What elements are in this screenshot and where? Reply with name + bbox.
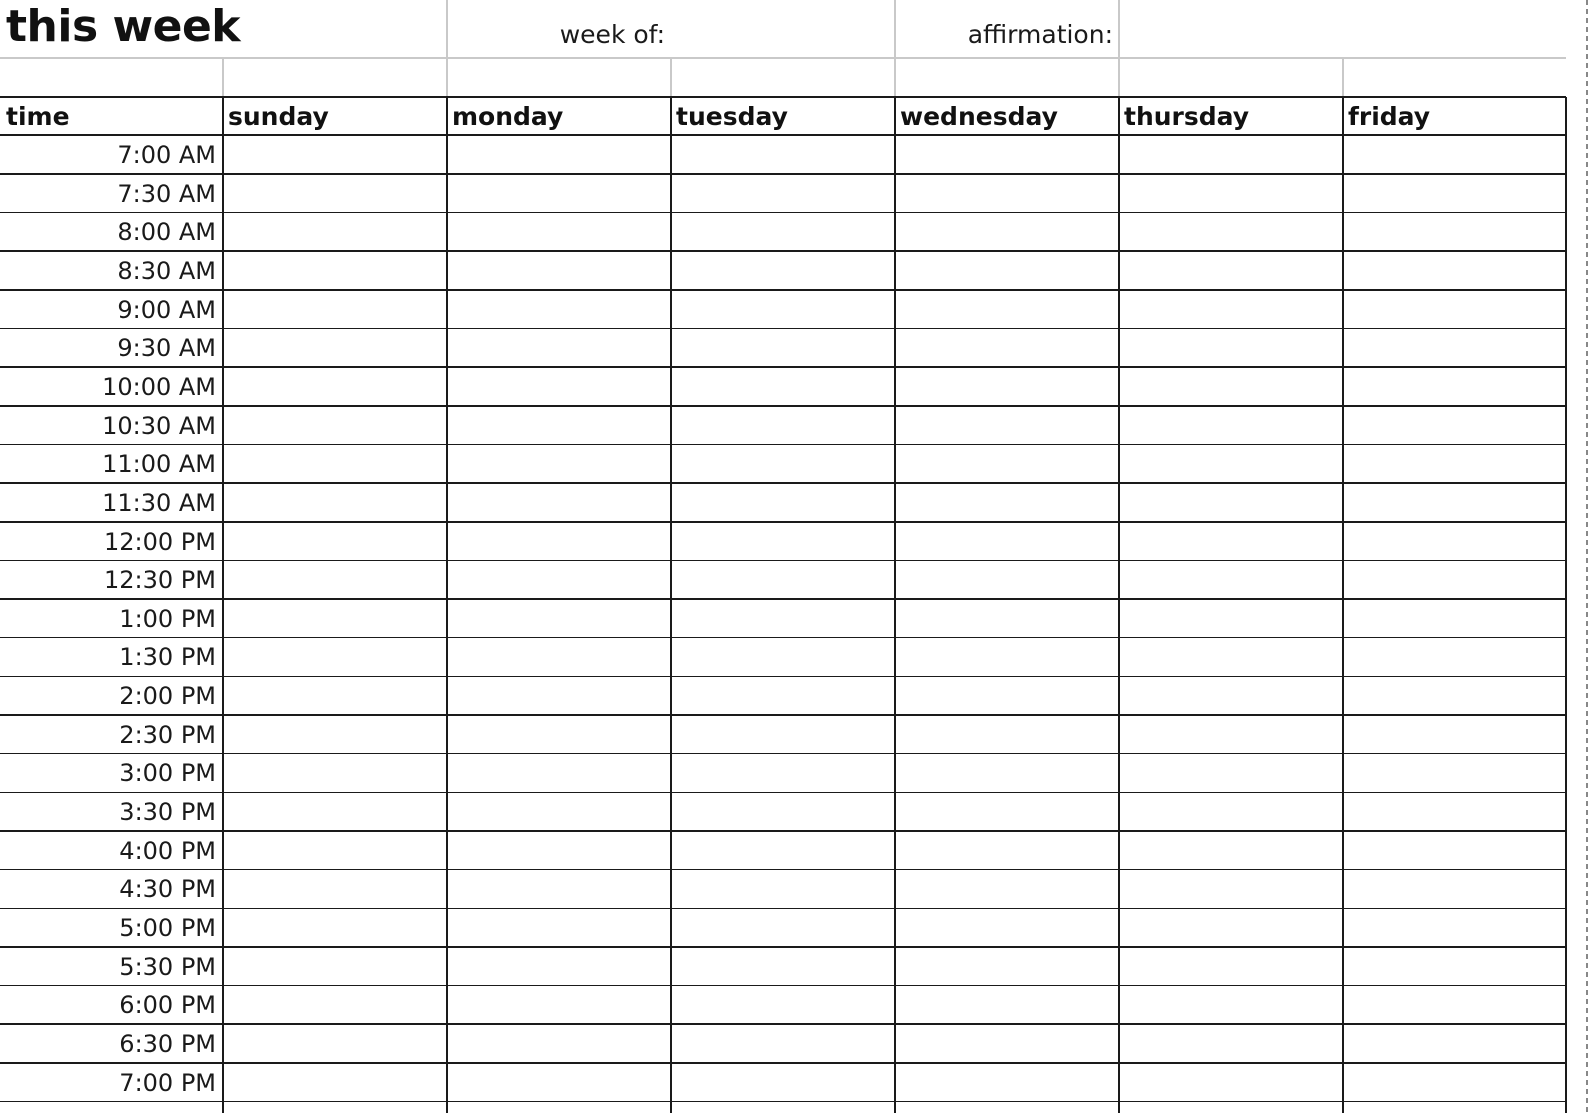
time-slot-label: 7:30 AM <box>117 179 216 208</box>
schedule-cell-tuesday[interactable] <box>670 947 894 986</box>
time-slot-label: 5:00 PM <box>119 914 216 942</box>
schedule-cell-friday[interactable] <box>1342 522 1566 561</box>
column-header-friday: friday <box>1348 102 1431 131</box>
schedule-cell-tuesday[interactable] <box>670 869 894 908</box>
column-header-tuesday: tuesday <box>676 102 788 131</box>
time-slot-label: 6:30 PM <box>119 1029 216 1058</box>
schedule-cell-thursday[interactable] <box>1118 599 1342 638</box>
schedule-cell-friday[interactable] <box>1342 599 1566 638</box>
schedule-cell-thursday[interactable] <box>1118 367 1342 406</box>
schedule-cell-friday[interactable] <box>1342 406 1566 445</box>
schedule-cell-monday[interactable] <box>446 869 670 908</box>
affirmation-input[interactable] <box>1118 0 1566 57</box>
grid-line-horizontal <box>0 366 1566 368</box>
schedule-cell-thursday[interactable] <box>1118 290 1342 329</box>
schedule-cell-friday[interactable] <box>1342 1024 1566 1063</box>
schedule-cell-thursday[interactable] <box>1118 676 1342 715</box>
schedule-cell-wednesday[interactable] <box>894 753 1118 792</box>
schedule-cell-friday[interactable] <box>1342 908 1566 947</box>
schedule-cell-tuesday[interactable] <box>670 522 894 561</box>
time-slot-label: 4:00 PM <box>119 836 216 865</box>
schedule-cell-sunday[interactable] <box>222 831 446 870</box>
grid-line-horizontal <box>0 1101 1566 1103</box>
schedule-cell-sunday[interactable] <box>222 676 446 715</box>
schedule-cell-friday[interactable] <box>1342 947 1566 986</box>
grid-line-vertical <box>1118 0 1120 97</box>
grid-line-horizontal <box>0 444 1566 446</box>
schedule-cell-wednesday[interactable] <box>894 483 1118 522</box>
schedule-cell-wednesday[interactable] <box>894 676 1118 715</box>
spacer-cell[interactable] <box>446 58 670 96</box>
grid-line-horizontal <box>0 96 1566 98</box>
schedule-cell-tuesday[interactable] <box>670 753 894 792</box>
schedule-cell-wednesday[interactable] <box>894 947 1118 986</box>
schedule-cell-sunday[interactable] <box>222 985 446 1024</box>
schedule-cell-wednesday[interactable] <box>894 831 1118 870</box>
schedule-cell-wednesday[interactable] <box>894 792 1118 831</box>
time-slot-label: 7:00 PM <box>119 1068 216 1097</box>
schedule-cell-monday[interactable] <box>446 367 670 406</box>
time-slot-label: 12:30 PM <box>104 566 216 595</box>
schedule-cell-thursday[interactable] <box>1118 444 1342 483</box>
grid-line-vertical <box>894 0 896 97</box>
schedule-cell-sunday[interactable] <box>222 753 446 792</box>
schedule-cell-wednesday[interactable] <box>894 1024 1118 1063</box>
schedule-cell-monday[interactable] <box>446 715 670 754</box>
schedule-cell-sunday[interactable] <box>222 483 446 522</box>
schedule-cell-tuesday[interactable] <box>670 135 894 174</box>
schedule-cell-monday[interactable] <box>446 444 670 483</box>
schedule-cell-monday[interactable] <box>446 908 670 947</box>
time-slot-label: 8:30 AM <box>117 256 216 285</box>
grid-line-horizontal <box>0 985 1566 987</box>
schedule-cell-sunday[interactable] <box>222 444 446 483</box>
schedule-cell-friday[interactable] <box>1342 753 1566 792</box>
schedule-cell-friday[interactable] <box>1342 251 1566 290</box>
grid-line-horizontal <box>0 173 1566 175</box>
schedule-cell-tuesday[interactable] <box>670 1063 894 1102</box>
schedule-cell-wednesday[interactable] <box>894 637 1118 676</box>
schedule-cell-sunday[interactable] <box>222 1024 446 1063</box>
schedule-cell-thursday[interactable] <box>1118 251 1342 290</box>
schedule-cell-monday[interactable] <box>446 753 670 792</box>
schedule-cell-sunday[interactable] <box>222 135 446 174</box>
grid-line-vertical <box>670 58 672 97</box>
grid-line-horizontal <box>0 405 1566 407</box>
schedule-cell-tuesday[interactable] <box>670 212 894 251</box>
schedule-cell-sunday[interactable] <box>222 947 446 986</box>
time-slot-label: 8:00 AM <box>117 218 216 247</box>
schedule-cell-tuesday[interactable] <box>670 908 894 947</box>
schedule-cell-thursday[interactable] <box>1118 869 1342 908</box>
schedule-cell-monday[interactable] <box>446 676 670 715</box>
schedule-cell-friday[interactable] <box>1342 869 1566 908</box>
time-slot-label: 11:00 AM <box>102 450 216 479</box>
schedule-cell-wednesday[interactable] <box>894 522 1118 561</box>
schedule-cell-monday[interactable] <box>446 212 670 251</box>
schedule-cell-wednesday[interactable] <box>894 869 1118 908</box>
schedule-cell-thursday[interactable] <box>1118 715 1342 754</box>
schedule-cell-friday[interactable] <box>1342 715 1566 754</box>
week-of-label: week of: <box>559 20 665 49</box>
grid-line-horizontal <box>0 328 1566 330</box>
schedule-cell-wednesday[interactable] <box>894 251 1118 290</box>
schedule-cell-tuesday[interactable] <box>670 290 894 329</box>
column-header-sunday: sunday <box>228 102 329 131</box>
grid-line-horizontal <box>0 946 1566 948</box>
schedule-cell-tuesday[interactable] <box>670 676 894 715</box>
schedule-cell-tuesday[interactable] <box>670 367 894 406</box>
schedule-cell-sunday[interactable] <box>222 174 446 213</box>
schedule-cell-friday[interactable] <box>1342 985 1566 1024</box>
schedule-cell-wednesday[interactable] <box>894 715 1118 754</box>
schedule-cell-friday[interactable] <box>1342 290 1566 329</box>
schedule-cell-tuesday[interactable] <box>670 560 894 599</box>
schedule-cell-wednesday[interactable] <box>894 444 1118 483</box>
grid-line-horizontal <box>0 869 1566 871</box>
schedule-cell-wednesday[interactable] <box>894 599 1118 638</box>
grid-line-vertical <box>446 0 448 97</box>
schedule-cell-friday[interactable] <box>1342 328 1566 367</box>
schedule-cell-friday[interactable] <box>1342 212 1566 251</box>
time-slot-label: 3:30 PM <box>119 798 216 827</box>
grid-line-horizontal <box>0 289 1566 291</box>
spacer-cell[interactable] <box>670 58 894 96</box>
schedule-cell-wednesday[interactable] <box>894 1063 1118 1102</box>
grid-line-horizontal <box>0 637 1566 639</box>
schedule-cell-sunday[interactable] <box>222 908 446 947</box>
schedule-cell-sunday[interactable] <box>222 522 446 561</box>
schedule-cell-wednesday[interactable] <box>894 290 1118 329</box>
schedule-cell-monday[interactable] <box>446 251 670 290</box>
grid-line-vertical <box>222 58 224 97</box>
schedule-cell-thursday[interactable] <box>1118 1024 1342 1063</box>
schedule-cell-sunday[interactable] <box>222 1063 446 1102</box>
grid-line-horizontal <box>0 830 1566 832</box>
schedule-cell-monday[interactable] <box>446 483 670 522</box>
schedule-cell-thursday[interactable] <box>1118 560 1342 599</box>
schedule-cell-thursday[interactable] <box>1118 1063 1342 1102</box>
grid-line-horizontal <box>0 598 1566 600</box>
schedule-cell-wednesday[interactable] <box>894 908 1118 947</box>
schedule-cell-thursday[interactable] <box>1118 947 1342 986</box>
grid-line-vertical <box>222 97 224 1113</box>
grid-line-horizontal <box>0 134 1566 136</box>
grid-line-horizontal <box>0 753 1566 755</box>
time-slot-label: 10:00 AM <box>102 372 216 401</box>
schedule-cell-monday[interactable] <box>446 1063 670 1102</box>
grid-line-vertical <box>670 97 672 1113</box>
time-slot-label: 4:30 PM <box>119 875 216 904</box>
grid-line-vertical <box>1342 58 1344 97</box>
schedule-cell-monday[interactable] <box>446 522 670 561</box>
grid-line-horizontal <box>0 521 1566 523</box>
schedule-cell-tuesday[interactable] <box>670 715 894 754</box>
schedule-cell-friday[interactable] <box>1342 831 1566 870</box>
schedule-cell-tuesday[interactable] <box>670 792 894 831</box>
schedule-cell-friday[interactable] <box>1342 1063 1566 1102</box>
schedule-cell-friday[interactable] <box>1342 483 1566 522</box>
schedule-cell-wednesday[interactable] <box>894 560 1118 599</box>
schedule-cell-wednesday[interactable] <box>894 135 1118 174</box>
schedule-cell-monday[interactable] <box>446 174 670 213</box>
grid-line-horizontal <box>0 676 1566 678</box>
schedule-cell-thursday[interactable] <box>1118 174 1342 213</box>
grid-line-horizontal <box>0 212 1566 214</box>
grid-line-horizontal <box>0 250 1566 252</box>
schedule-cell-monday[interactable] <box>446 1024 670 1063</box>
schedule-cell-tuesday[interactable] <box>670 831 894 870</box>
schedule-cell-thursday[interactable] <box>1118 908 1342 947</box>
schedule-cell-sunday[interactable] <box>222 212 446 251</box>
schedule-cell-friday[interactable] <box>1342 676 1566 715</box>
schedule-cell-friday[interactable] <box>1342 637 1566 676</box>
schedule-cell-wednesday[interactable] <box>894 406 1118 445</box>
time-slot-label: 7:00 AM <box>117 141 216 169</box>
grid-line-vertical <box>1565 97 1567 1113</box>
schedule-cell-tuesday[interactable] <box>670 251 894 290</box>
spacer-cell[interactable] <box>222 58 446 96</box>
schedule-cell-thursday[interactable] <box>1118 483 1342 522</box>
column-header-wednesday: wednesday <box>900 102 1058 131</box>
column-header-time: time <box>6 102 70 131</box>
schedule-cell-sunday[interactable] <box>222 637 446 676</box>
schedule-cell-sunday[interactable] <box>222 792 446 831</box>
time-slot-label: 6:00 PM <box>119 991 216 1020</box>
schedule-cell-wednesday[interactable] <box>894 985 1118 1024</box>
time-slot-label: 2:30 PM <box>119 720 216 749</box>
schedule-cell-sunday[interactable] <box>222 599 446 638</box>
grid-line-vertical <box>1118 97 1120 1113</box>
schedule-cell-wednesday[interactable] <box>894 212 1118 251</box>
schedule-cell-tuesday[interactable] <box>670 328 894 367</box>
schedule-cell-thursday[interactable] <box>1118 328 1342 367</box>
schedule-cell-wednesday[interactable] <box>894 328 1118 367</box>
schedule-cell-tuesday[interactable] <box>670 1024 894 1063</box>
schedule-cell-sunday[interactable] <box>222 560 446 599</box>
time-slot-label: 11:30 AM <box>102 488 216 517</box>
page-title: this week <box>6 1 241 52</box>
schedule-cell-tuesday[interactable] <box>670 406 894 445</box>
spacer-cell[interactable] <box>894 58 1118 96</box>
schedule-cell-monday[interactable] <box>446 560 670 599</box>
column-header-thursday: thursday <box>1124 102 1250 131</box>
schedule-cell-thursday[interactable] <box>1118 522 1342 561</box>
grid-line-horizontal <box>0 714 1566 716</box>
time-slot-label: 10:30 AM <box>102 411 216 440</box>
grid-line-horizontal <box>0 792 1566 794</box>
schedule-cell-monday[interactable] <box>446 135 670 174</box>
schedule-cell-tuesday[interactable] <box>670 985 894 1024</box>
schedule-cell-friday[interactable] <box>1342 367 1566 406</box>
schedule-cell-sunday[interactable] <box>222 251 446 290</box>
schedule-cell-sunday[interactable] <box>222 328 446 367</box>
schedule-cell-sunday[interactable] <box>222 367 446 406</box>
schedule-cell-tuesday[interactable] <box>670 174 894 213</box>
grid-line-vertical <box>446 97 448 1113</box>
schedule-cell-thursday[interactable] <box>1118 985 1342 1024</box>
time-slot-label: 1:30 PM <box>119 643 216 672</box>
grid-line-vertical <box>894 97 896 1113</box>
schedule-cell-wednesday[interactable] <box>894 174 1118 213</box>
schedule-cell-monday[interactable] <box>446 792 670 831</box>
schedule-cell-tuesday[interactable] <box>670 599 894 638</box>
schedule-cell-thursday[interactable] <box>1118 753 1342 792</box>
schedule-cell-monday[interactable] <box>446 637 670 676</box>
schedule-cell-tuesday[interactable] <box>670 483 894 522</box>
schedule-cell-monday[interactable] <box>446 985 670 1024</box>
grid-line-horizontal <box>0 482 1566 484</box>
grid-line-horizontal <box>0 560 1566 562</box>
grid-line-horizontal <box>0 908 1566 910</box>
schedule-cell-sunday[interactable] <box>222 715 446 754</box>
grid-line-vertical <box>1342 97 1344 1113</box>
time-slot-label: 9:00 AM <box>117 295 216 324</box>
spacer-cell[interactable] <box>0 58 222 96</box>
grid-line-horizontal <box>0 1023 1566 1025</box>
schedule-cell-monday[interactable] <box>446 599 670 638</box>
time-slot-label: 3:00 PM <box>119 759 216 788</box>
schedule-cell-wednesday[interactable] <box>894 367 1118 406</box>
schedule-cell-friday[interactable] <box>1342 792 1566 831</box>
grid-line-horizontal <box>0 1062 1566 1064</box>
schedule-cell-thursday[interactable] <box>1118 831 1342 870</box>
schedule-cell-tuesday[interactable] <box>670 444 894 483</box>
schedule-cell-friday[interactable] <box>1342 135 1566 174</box>
affirmation-label: affirmation: <box>967 20 1113 49</box>
time-slot-label: 2:00 PM <box>119 682 216 711</box>
spacer-cell[interactable] <box>1118 58 1342 96</box>
spacer-cell[interactable] <box>1342 58 1566 96</box>
schedule-cell-thursday[interactable] <box>1118 212 1342 251</box>
schedule-cell-monday[interactable] <box>446 947 670 986</box>
time-slot-label: 12:00 PM <box>104 527 216 556</box>
schedule-cell-thursday[interactable] <box>1118 792 1342 831</box>
schedule-cell-friday[interactable] <box>1342 560 1566 599</box>
week-of-input[interactable] <box>670 0 894 57</box>
time-slot-label: 9:30 AM <box>117 334 216 363</box>
column-header-monday: monday <box>452 102 564 131</box>
schedule-cell-thursday[interactable] <box>1118 135 1342 174</box>
grid-line-horizontal <box>0 57 1566 59</box>
schedule-cell-sunday[interactable] <box>222 406 446 445</box>
schedule-cell-monday[interactable] <box>446 328 670 367</box>
schedule-cell-monday[interactable] <box>446 290 670 329</box>
schedule-cell-thursday[interactable] <box>1118 637 1342 676</box>
schedule-cell-thursday[interactable] <box>1118 406 1342 445</box>
schedule-cell-sunday[interactable] <box>222 869 446 908</box>
schedule-cell-monday[interactable] <box>446 831 670 870</box>
schedule-cell-sunday[interactable] <box>222 290 446 329</box>
time-slot-label: 1:00 PM <box>119 604 216 633</box>
schedule-cell-friday[interactable] <box>1342 174 1566 213</box>
schedule-cell-tuesday[interactable] <box>670 637 894 676</box>
schedule-cell-monday[interactable] <box>446 406 670 445</box>
time-slot-label: 5:30 PM <box>119 952 216 981</box>
schedule-cell-friday[interactable] <box>1342 444 1566 483</box>
